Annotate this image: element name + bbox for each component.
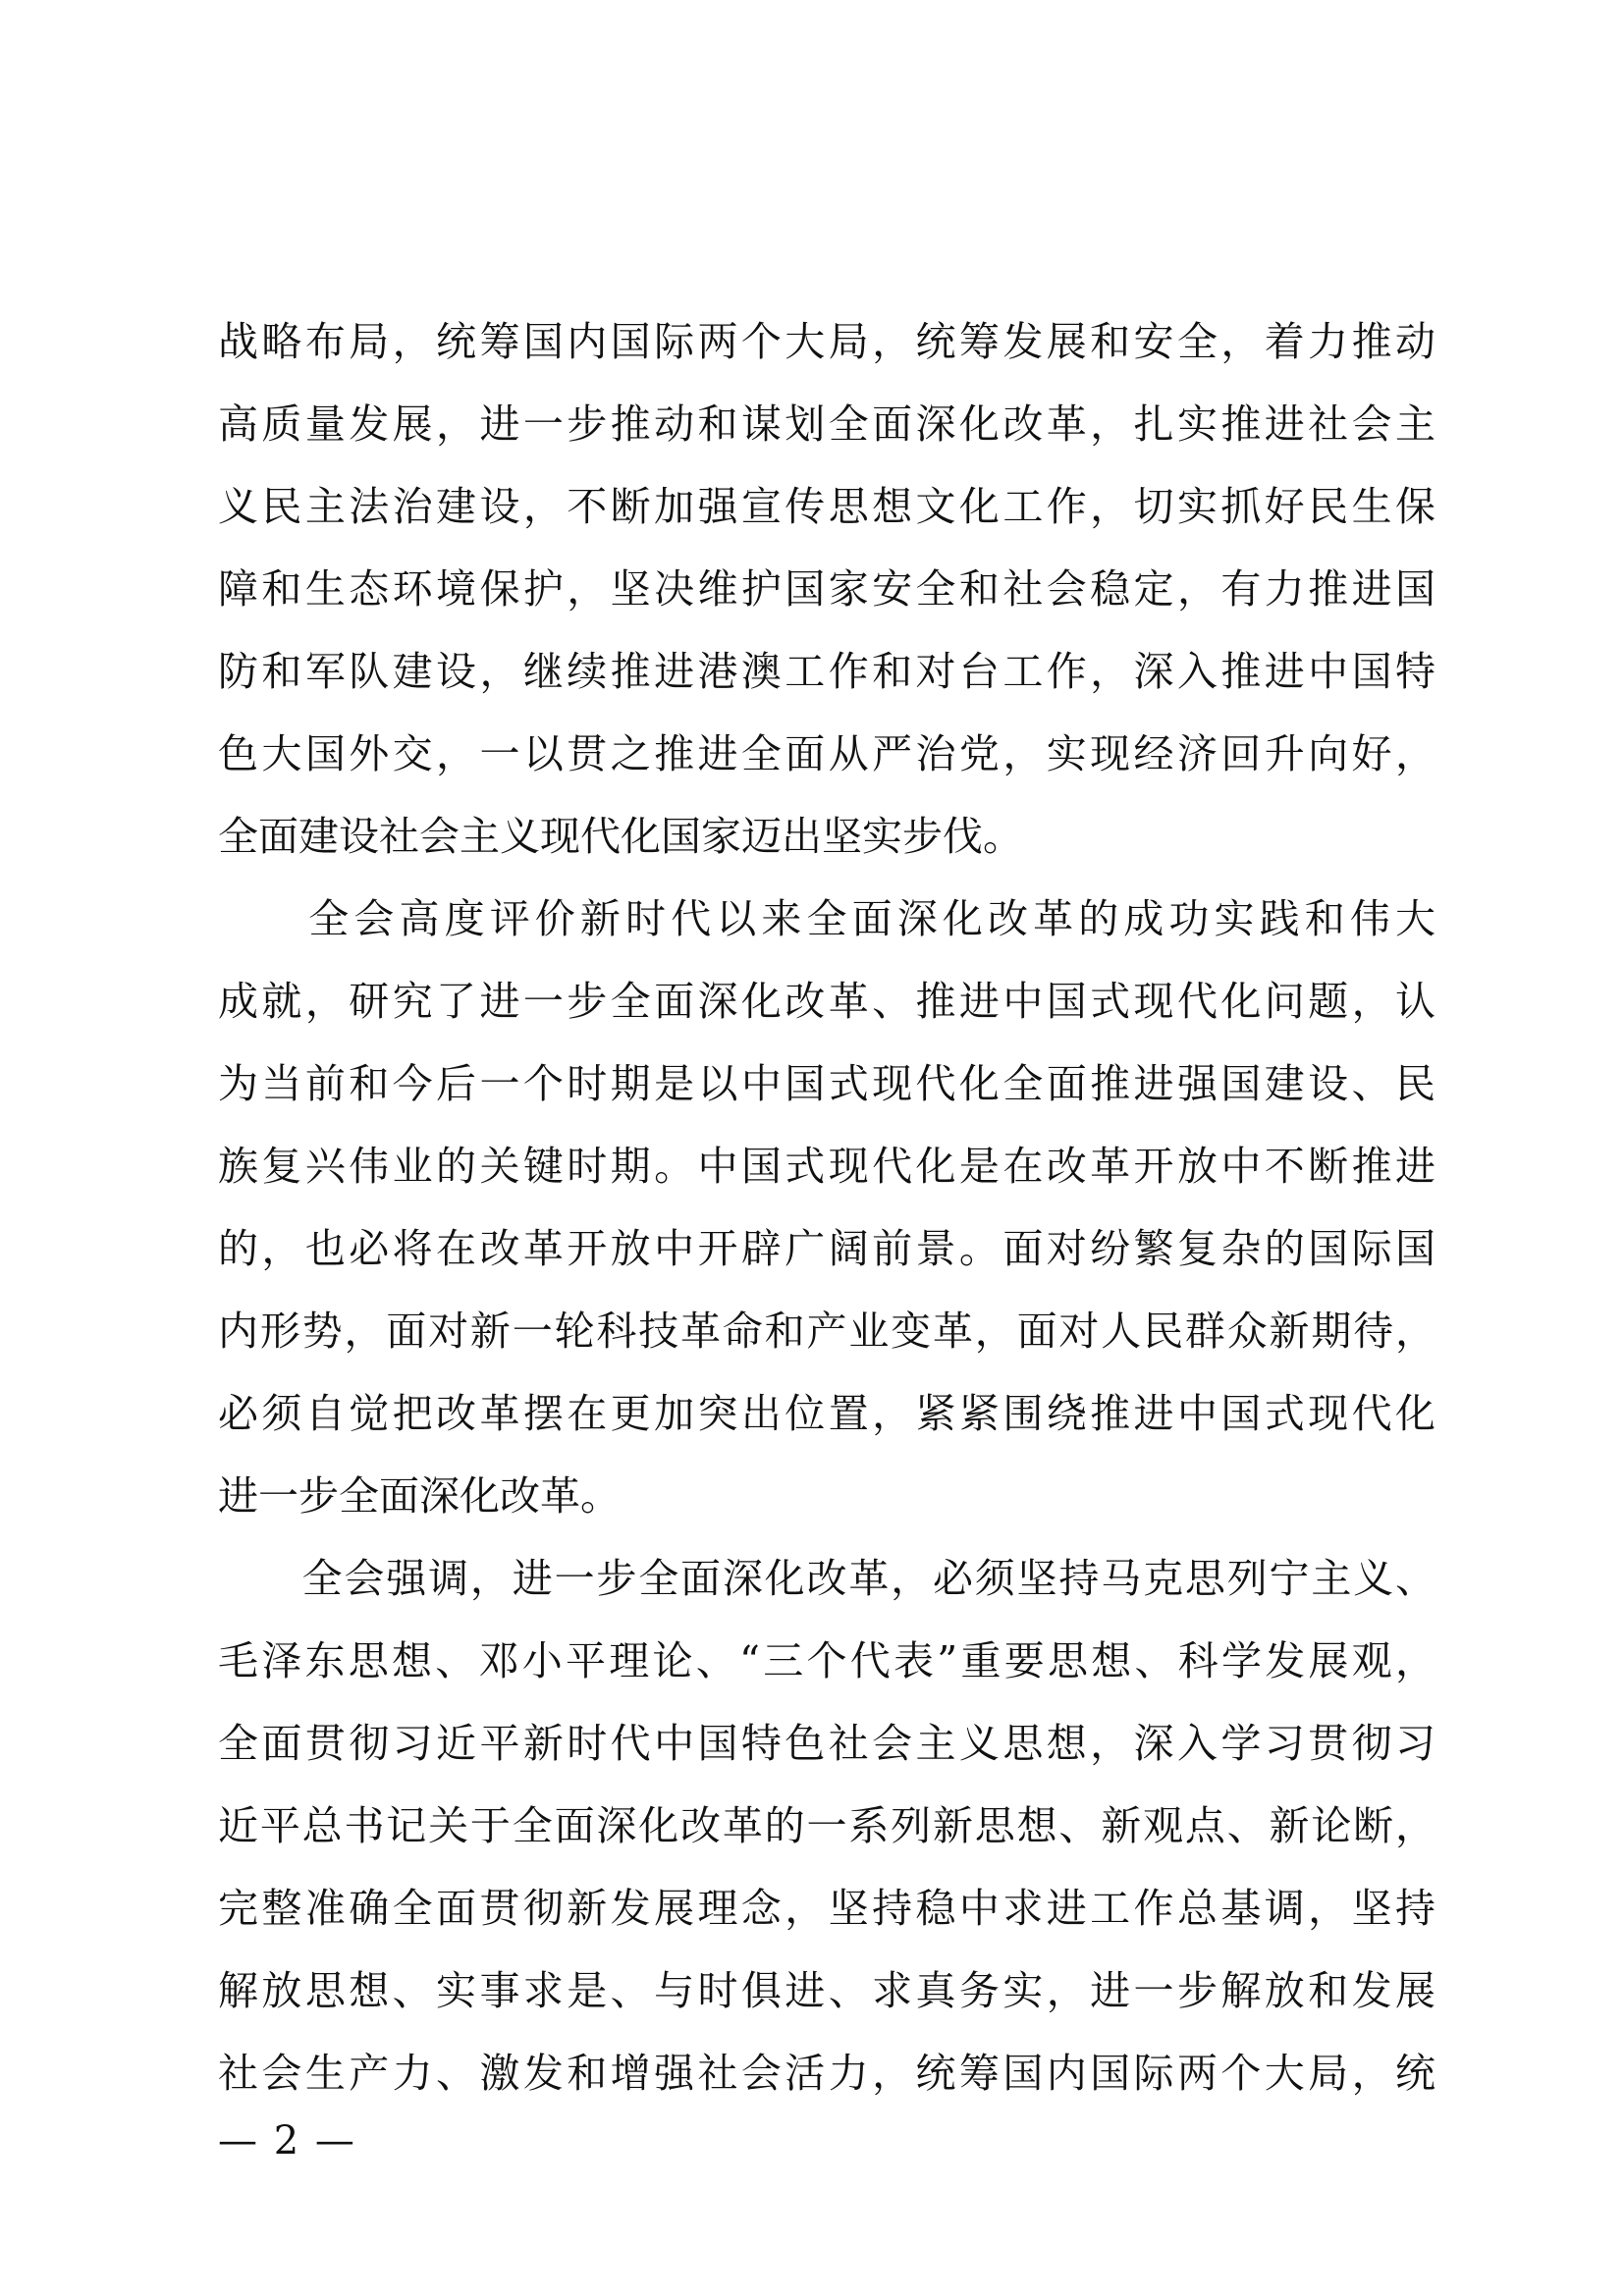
body-text — [218, 300, 1435, 2114]
text-line: 高质量发展，进一步推动和谋划全面深化改革，扎实推进社会主 — [218, 400, 1435, 448]
text-line: 解放思想、实事求是、与时俱进、求真务实，进一步解放和发展 — [218, 1967, 1435, 2014]
text-line: 完整准确全面贯彻新发展理念，坚持稳中求进工作总基调，坚持 — [218, 1885, 1435, 1932]
text-line: 族复兴伟业的关键时期。中国式现代化是在改革开放中不断推进 — [218, 1143, 1435, 1190]
text-line: 全会高度评价新时代以来全面深化改革的成功实践和伟大 — [218, 895, 1435, 942]
text-line: 的，也必将在改革开放中开辟广阔前景。面对纷繁复杂的国际国 — [218, 1225, 1435, 1272]
text-line: 毛泽东思想、邓小平理论、“三个代表”重要思想、科学发展观， — [218, 1637, 1435, 1684]
text-line: 为当前和今后一个时期是以中国式现代化全面推进强国建设、民 — [218, 1060, 1435, 1107]
text-line: 义民主法治建设，不断加强宣传思想文化工作，切实抓好民生保 — [218, 483, 1435, 530]
text-line: 全会强调，进一步全面深化改革，必须坚持马克思列宁主义、 — [218, 1555, 1435, 1602]
text-line: 进一步全面深化改革。 — [218, 1472, 621, 1520]
text-line: 内形势，面对新一轮科技革命和产业变革，面对人民群众新期待， — [218, 1308, 1435, 1355]
text-line: 社会生产力、激发和增强社会活力，统筹国内国际两个大局，统 — [218, 2050, 1435, 2097]
text-line: 障和生态环境保护，坚决维护国家安全和社会稳定，有力推进国 — [218, 565, 1435, 613]
text-line: 防和军队建设，继续推进港澳工作和对台工作，深入推进中国特 — [218, 648, 1435, 695]
text-line: 近平总书记关于全面深化改革的一系列新思想、新观点、新论断， — [218, 1802, 1435, 1849]
text-line: 成就，研究了进一步全面深化改革、推进中国式现代化问题，认 — [218, 978, 1435, 1025]
text-line: 战略布局，统筹国内国际两个大局，统筹发展和安全，着力推动 — [218, 318, 1435, 365]
text-line: 全面贯彻习近平新时代中国特色社会主义思想，深入学习贯彻习 — [218, 1720, 1435, 1767]
page-number: — 2 — — [218, 2118, 356, 2163]
text-line: 必须自觉把改革摆在更加突出位置，紧紧围绕推进中国式现代化 — [218, 1390, 1435, 1437]
text-line: 色大国外交，一以贯之推进全面从严治党，实现经济回升向好， — [218, 730, 1435, 777]
text-line: 全面建设社会主义现代化国家迈出坚实步伐。 — [218, 813, 1023, 860]
